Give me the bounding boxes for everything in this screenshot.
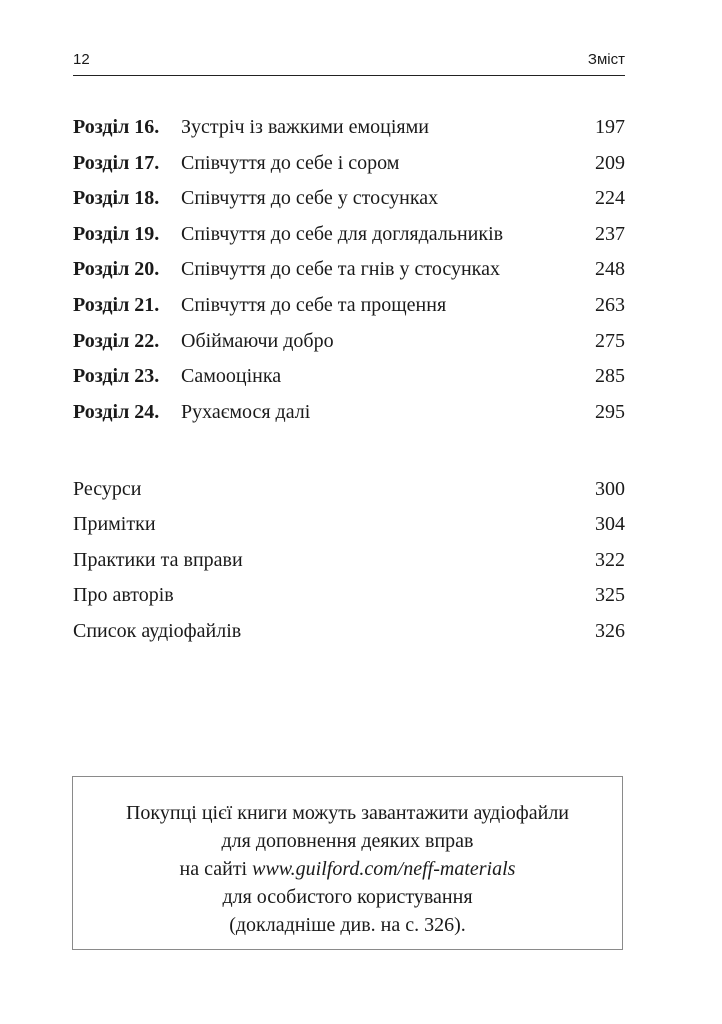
- chapter-number: Розділ 21.: [73, 293, 160, 316]
- table-of-contents: [73, 112, 625, 432]
- back-matter-title: Практики та вправи: [73, 548, 243, 571]
- back-matter-page: 325: [595, 584, 625, 607]
- chapter-number: Розділ 20.: [73, 258, 160, 281]
- back-matter-page: 322: [595, 548, 625, 571]
- chapter-title: Співчуття до себе та гнів у стосунках: [181, 258, 500, 281]
- chapter-number: Розділ 16.: [73, 116, 160, 138]
- chapter-title: Співчуття до себе і сором: [181, 151, 400, 174]
- section-title: Зміст: [587, 51, 625, 68]
- toc-entry[interactable]: [73, 397, 625, 433]
- audio-notice-box: [72, 776, 623, 950]
- back-matter-entry[interactable]: [73, 545, 625, 580]
- chapter-page: 197: [595, 116, 625, 138]
- toc-entry[interactable]: [73, 148, 625, 184]
- chapter-number: Розділ 24.: [73, 400, 160, 423]
- toc-entry[interactable]: [73, 219, 625, 255]
- toc-entry[interactable]: [73, 326, 625, 362]
- chapter-title: Співчуття до себе та прощення: [181, 293, 447, 316]
- back-matter-page: 326: [595, 619, 625, 642]
- back-matter-entry[interactable]: [73, 509, 625, 544]
- back-matter-page: 304: [595, 513, 625, 536]
- toc-entry[interactable]: [73, 254, 625, 290]
- notice-line: (докладніше див. на с. 326).: [229, 914, 466, 936]
- page-header: [73, 45, 625, 76]
- chapter-number: Розділ 18.: [73, 187, 160, 210]
- chapter-page: 209: [595, 151, 625, 174]
- toc-entry[interactable]: [73, 183, 625, 219]
- chapter-page: 263: [595, 293, 625, 316]
- chapter-number: Розділ 17.: [73, 151, 160, 174]
- chapter-page: 237: [595, 222, 625, 245]
- back-matter-title: Примітки: [73, 513, 156, 536]
- back-matter-page: 300: [595, 478, 625, 500]
- back-matter-title: Список аудіофайлів: [73, 619, 242, 642]
- toc-entry[interactable]: [73, 361, 625, 397]
- chapter-page: 224: [595, 187, 625, 210]
- chapter-title: Рухаємося далі: [181, 400, 311, 423]
- chapter-page: 248: [595, 258, 625, 281]
- chapter-number: Розділ 22.: [73, 329, 160, 352]
- chapter-title: Самооцінка: [181, 365, 282, 388]
- toc-entry[interactable]: [73, 112, 625, 148]
- notice-url-prefix: на сайті: [179, 858, 253, 880]
- materials-url-link[interactable]: www.guilford.com/neff-materials: [252, 858, 516, 880]
- back-matter-title: Про авторів: [73, 584, 174, 607]
- chapter-page: 295: [595, 400, 625, 423]
- notice-line: Покупці цієї книги можуть завантажити аудіофайли: [125, 802, 570, 824]
- notice-line: для особистого користування: [222, 886, 473, 908]
- chapter-title: Зустріч із важкими емоціями: [181, 116, 429, 138]
- chapter-title: Обіймаючи добро: [181, 329, 334, 352]
- chapter-number: Розділ 19.: [73, 222, 160, 245]
- back-matter-entry[interactable]: [73, 580, 625, 615]
- back-matter-title: Ресурси: [73, 478, 142, 500]
- back-matter-list: [73, 474, 625, 651]
- chapter-page: 275: [595, 329, 625, 352]
- back-matter-entry[interactable]: [73, 616, 625, 651]
- chapter-title: Співчуття до себе для доглядальників: [181, 222, 504, 245]
- back-matter-entry[interactable]: [73, 474, 625, 509]
- page-number: 12: [73, 51, 90, 68]
- chapter-number: Розділ 23.: [73, 365, 160, 388]
- chapter-page: 285: [595, 365, 625, 388]
- notice-line-url: [73, 855, 622, 883]
- notice-line: для доповнення деяких вправ: [221, 830, 474, 852]
- chapter-title: Співчуття до себе у стосунках: [181, 187, 439, 210]
- toc-entry[interactable]: [73, 290, 625, 326]
